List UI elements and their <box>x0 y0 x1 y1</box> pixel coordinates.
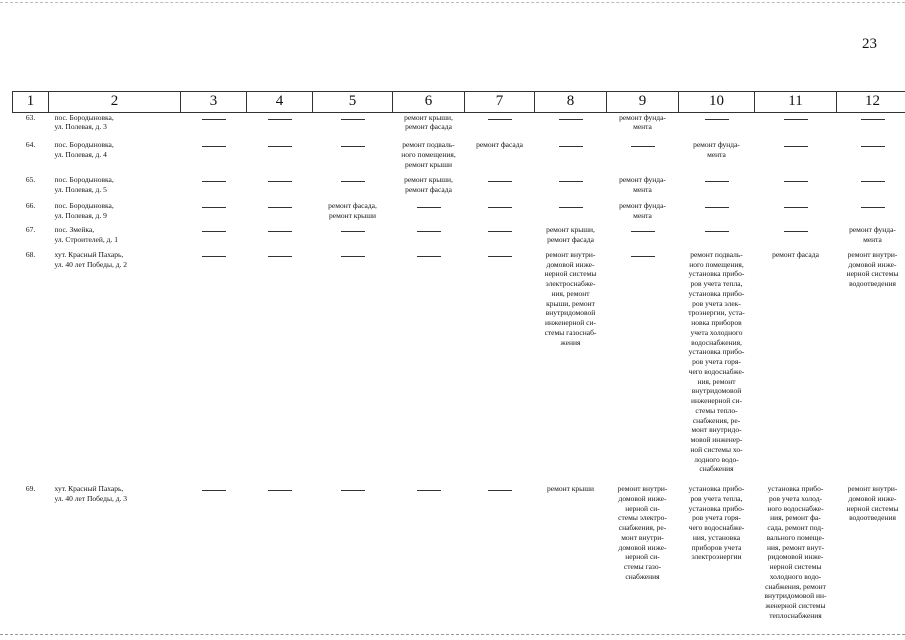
empty-cell <box>755 132 837 169</box>
work-text: ремонт внутри- домовой инже- нерной си- стемы электро- снабжения, ре- монт внутри- домовой инже- нерной си- стемы газо- снабжения <box>617 484 668 581</box>
empty-cell <box>181 169 247 195</box>
dash-mark <box>202 231 226 232</box>
row-number-text: 63. <box>25 112 36 122</box>
empty-cell <box>465 220 535 245</box>
empty-cell <box>181 132 247 169</box>
work-cell <box>607 474 679 621</box>
empty-cell <box>755 220 837 245</box>
empty-cell <box>247 195 313 221</box>
page-number: 23 <box>862 36 877 52</box>
empty-cell <box>535 132 607 169</box>
empty-cell <box>755 112 837 132</box>
table-row <box>13 169 905 195</box>
row-number-text: 66. <box>25 200 36 210</box>
empty-cell <box>607 132 679 169</box>
table-row <box>13 474 905 621</box>
dash-mark <box>705 231 729 232</box>
dash-mark <box>488 207 512 208</box>
dash-mark <box>488 119 512 120</box>
empty-cell <box>181 195 247 221</box>
empty-cell <box>247 112 313 132</box>
address-text: хут. Красный Пахарь, ул. 40 лет Победы, д. 3 <box>54 484 128 503</box>
scan-edge-bottom <box>0 634 905 635</box>
address-text: пос. Бородыновка, ул. Полевая, д. 3 <box>54 112 114 132</box>
dash-mark <box>417 490 441 491</box>
dash-mark <box>784 231 808 232</box>
dash-mark <box>784 119 808 120</box>
empty-cell <box>313 169 393 195</box>
dash-mark <box>559 181 583 182</box>
empty-cell <box>755 195 837 221</box>
dash-mark <box>861 181 885 182</box>
work-cell <box>465 132 535 169</box>
empty-cell <box>837 195 905 221</box>
empty-cell <box>181 245 247 474</box>
address-cell <box>49 169 181 195</box>
empty-cell <box>679 169 755 195</box>
row-number-text: 65. <box>25 175 36 185</box>
work-text: установка прибо- ров учета холод- ного водоснабже- ния, ремонт фа- сада, ремонт под- вального помеще- ния, ремонт внут- ридомовой инже- нерной системы холодного водо- снабжения, ремонт внутридомовой ин- женерной системы теплоснабжения <box>764 484 827 620</box>
empty-cell <box>679 195 755 221</box>
dash-mark <box>341 119 365 120</box>
work-text: ремонт внутри- домовой инже- нерной системы водоотведения <box>846 249 899 288</box>
dash-mark <box>268 146 292 147</box>
address-text: пос. Бородыновка, ул. Полевая, д. 4 <box>54 140 114 159</box>
work-cell <box>393 112 465 132</box>
table-row <box>13 112 905 132</box>
dash-mark <box>268 181 292 182</box>
row-number-text: 64. <box>25 140 36 149</box>
row-number <box>13 474 49 621</box>
dash-mark <box>861 207 885 208</box>
dash-mark <box>268 231 292 232</box>
dash-mark <box>631 231 655 232</box>
work-cell <box>837 245 905 474</box>
column-header-6: 6 <box>393 92 465 113</box>
dash-mark <box>861 146 885 147</box>
work-cell <box>679 474 755 621</box>
work-cell <box>607 169 679 195</box>
dash-mark <box>488 490 512 491</box>
work-cell <box>607 112 679 132</box>
dash-mark <box>631 256 655 257</box>
address-cell <box>49 132 181 169</box>
dash-mark <box>268 119 292 120</box>
empty-cell <box>465 169 535 195</box>
work-text: ремонт внутри- домовой инже- нерной системы электроснабже- ния, ремонт крыши, ремонт внутридомовой инженерной си- стемы газоснаб- жения <box>544 249 597 347</box>
repair-schedule-table <box>12 91 905 621</box>
empty-cell <box>465 195 535 221</box>
dash-mark <box>784 146 808 147</box>
empty-cell <box>247 474 313 621</box>
empty-cell <box>393 245 465 474</box>
work-text: ремонт фасада <box>476 140 523 149</box>
dash-mark <box>705 181 729 182</box>
dash-mark <box>268 256 292 257</box>
work-cell <box>535 245 607 474</box>
row-number-text: 69. <box>25 484 36 493</box>
table-row <box>13 195 905 221</box>
empty-cell <box>679 220 755 245</box>
row-number <box>13 112 49 132</box>
row-number <box>13 245 49 474</box>
column-header-7: 7 <box>465 92 535 113</box>
work-cell <box>679 132 755 169</box>
empty-cell <box>181 112 247 132</box>
work-cell <box>837 474 905 621</box>
column-header-3: 3 <box>181 92 247 113</box>
work-cell <box>535 220 607 245</box>
dash-mark <box>784 207 808 208</box>
work-text: ремонт фунда- мента <box>619 200 666 220</box>
column-header-row <box>13 92 905 113</box>
work-text: ремонт подваль- ного помещения, установка прибо- ров учета тепла, установка прибо- ров учета элек- троэнергии, уста- новка приборов учета холодного водоснабжения, установка прибо- ров учета горя- чего водоснабже- ния, ремонт внутридомовой инженерной си- стемы тепло- снабжения, ре- монт внутридо- мовой инженер- ной системы хо- лодного водо- снабжения <box>688 249 745 474</box>
dash-mark <box>631 146 655 147</box>
dash-mark <box>784 181 808 182</box>
empty-cell <box>313 220 393 245</box>
empty-cell <box>181 220 247 245</box>
dash-mark <box>559 146 583 147</box>
address-cell <box>49 245 181 474</box>
dash-mark <box>341 181 365 182</box>
work-cell <box>393 169 465 195</box>
dash-mark <box>202 119 226 120</box>
work-text: ремонт фасада, ремонт крыши <box>328 200 377 220</box>
dash-mark <box>417 256 441 257</box>
work-text: ремонт крыши <box>547 484 594 493</box>
empty-cell <box>181 474 247 621</box>
row-number <box>13 169 49 195</box>
empty-cell <box>313 474 393 621</box>
work-text: ремонт фунда- мента <box>619 175 666 194</box>
empty-cell <box>837 169 905 195</box>
work-cell <box>393 132 465 169</box>
empty-cell <box>393 220 465 245</box>
dash-mark <box>268 490 292 491</box>
empty-cell <box>393 195 465 221</box>
work-text: ремонт крыши, ремонт фасада <box>404 112 453 132</box>
column-header-4: 4 <box>247 92 313 113</box>
dash-mark <box>202 256 226 257</box>
column-header-5: 5 <box>313 92 393 113</box>
work-text: ремонт внутри- домовой инже- нерной системы водоотведения <box>846 484 899 523</box>
dash-mark <box>559 119 583 120</box>
column-header-8: 8 <box>535 92 607 113</box>
work-cell <box>313 195 393 221</box>
work-cell <box>837 220 905 245</box>
empty-cell <box>465 112 535 132</box>
table-row <box>13 132 905 169</box>
address-cell <box>49 474 181 621</box>
row-number <box>13 195 49 221</box>
empty-cell <box>313 245 393 474</box>
empty-cell <box>837 132 905 169</box>
dash-mark <box>341 231 365 232</box>
dash-mark <box>705 119 729 120</box>
empty-cell <box>607 245 679 474</box>
column-header-1: 1 <box>13 92 49 113</box>
address-text: пос. Бородыновка, ул. Полевая, д. 5 <box>54 175 114 194</box>
empty-cell <box>837 112 905 132</box>
empty-cell <box>755 169 837 195</box>
dash-mark <box>202 207 226 208</box>
dash-mark <box>488 181 512 182</box>
empty-cell <box>313 132 393 169</box>
work-cell <box>607 195 679 221</box>
address-cell <box>49 112 181 132</box>
empty-cell <box>247 220 313 245</box>
empty-cell <box>607 220 679 245</box>
empty-cell <box>535 169 607 195</box>
empty-cell <box>247 245 313 474</box>
column-header-11: 11 <box>755 92 837 113</box>
address-text: пос. Бородыновка, ул. Полевая, д. 9 <box>54 200 114 220</box>
empty-cell <box>313 112 393 132</box>
address-cell <box>49 220 181 245</box>
scan-edge-top <box>0 2 905 3</box>
work-text: ремонт фасада <box>772 249 819 259</box>
work-text: ремонт фунда- мента <box>849 225 896 244</box>
empty-cell <box>247 169 313 195</box>
empty-cell <box>465 245 535 474</box>
empty-cell <box>679 112 755 132</box>
dash-mark <box>417 207 441 208</box>
table-row <box>13 245 905 474</box>
column-header-9: 9 <box>607 92 679 113</box>
row-number-text: 68. <box>25 249 36 259</box>
work-text: установка прибо- ров учета тепла, установка прибо- ров учета горя- чего водоснабже- ния, установка приборов учета электроэнергии <box>688 484 745 562</box>
empty-cell <box>247 132 313 169</box>
empty-cell <box>535 195 607 221</box>
dash-mark <box>417 231 441 232</box>
dash-mark <box>705 207 729 208</box>
empty-cell <box>393 474 465 621</box>
empty-cell <box>465 474 535 621</box>
work-cell <box>755 474 837 621</box>
dash-mark <box>861 119 885 120</box>
address-text: хут. Красный Пахарь, ул. 40 лет Победы, д. 2 <box>54 249 128 269</box>
work-text: ремонт фунда- мента <box>693 140 740 159</box>
dash-mark <box>341 146 365 147</box>
table-body <box>13 112 905 621</box>
work-cell <box>755 245 837 474</box>
dash-mark <box>488 256 512 257</box>
row-number <box>13 220 49 245</box>
row-number <box>13 132 49 169</box>
dash-mark <box>202 146 226 147</box>
dash-mark <box>202 490 226 491</box>
work-cell <box>535 474 607 621</box>
column-header-10: 10 <box>679 92 755 113</box>
dash-mark <box>341 490 365 491</box>
work-text: ремонт крыши, ремонт фасада <box>546 225 595 244</box>
work-text: ремонт подваль- ного помещения, ремонт крыши <box>401 140 456 169</box>
work-text: ремонт крыши, ремонт фасада <box>404 175 453 194</box>
empty-cell <box>535 112 607 132</box>
work-text: ремонт фунда- мента <box>619 112 666 132</box>
dash-mark <box>559 207 583 208</box>
table-row <box>13 220 905 245</box>
dash-mark <box>488 231 512 232</box>
column-header-12: 12 <box>837 92 905 113</box>
dash-mark <box>341 256 365 257</box>
dash-mark <box>268 207 292 208</box>
row-number-text: 67. <box>25 225 36 235</box>
address-text: пос. Змейка, ул. Строителей, д. 1 <box>54 225 118 244</box>
work-cell <box>679 245 755 474</box>
column-header-2: 2 <box>49 92 181 113</box>
dash-mark <box>202 181 226 182</box>
address-cell <box>49 195 181 221</box>
